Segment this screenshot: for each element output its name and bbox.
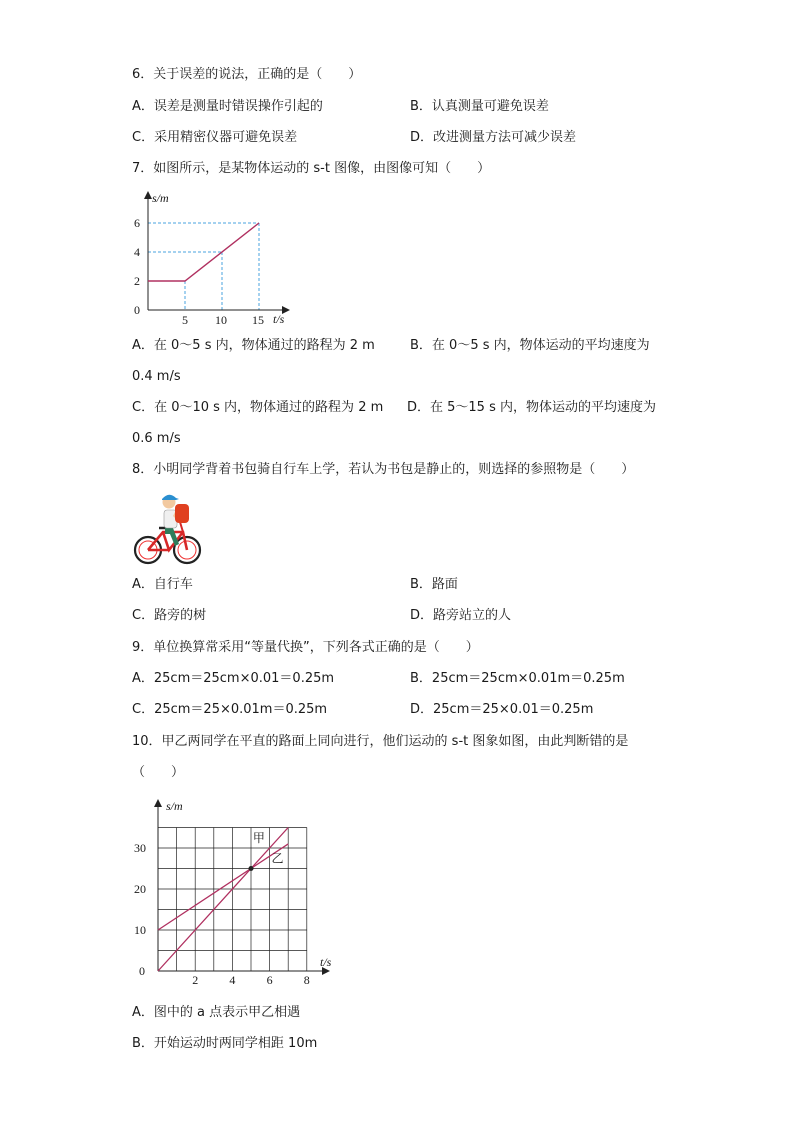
q7-option-b-line1: B．在 0～5 s 内，物体运动的平均速度为 bbox=[410, 338, 650, 353]
q10-option-b: B．开始运动时两同学相距 10m bbox=[132, 1036, 318, 1051]
q10-y-tick-label: 10 bbox=[134, 923, 146, 937]
q8-option-a: A．自行车 bbox=[132, 577, 193, 592]
q10-label-yi: 乙 bbox=[271, 851, 284, 866]
q9-option-a: A．25cm＝25cm×0.01＝0.25m bbox=[132, 671, 335, 686]
q9-option-b: B．25cm＝25cm×0.01m＝0.25m bbox=[410, 671, 625, 686]
q10-label-jia: 甲 bbox=[252, 830, 265, 845]
q10-series-yi bbox=[158, 844, 288, 930]
q10-y-tick-label: 30 bbox=[134, 841, 146, 855]
q7-st-chart bbox=[130, 185, 305, 330]
q10-grid bbox=[158, 828, 307, 972]
q10-x-label: t/s bbox=[320, 955, 332, 969]
q10-stem-line2: （ ） bbox=[132, 765, 185, 780]
q8-option-b: B．路面 bbox=[410, 577, 458, 592]
q7-stem: 7．如图所示，是某物体运动的 s-t 图像，由图像可知（ ） bbox=[132, 161, 491, 176]
q9-stem: 9．单位换算常采用“等量代换”，下列各式正确的是（ ） bbox=[132, 640, 479, 655]
q10-option-a: A．图中的 a 点表示甲乙相遇 bbox=[132, 1005, 301, 1020]
q10-x-tick-label: 2 bbox=[192, 973, 199, 987]
q10-series-jia bbox=[158, 828, 288, 972]
q7-y-tick-label: 4 bbox=[134, 245, 140, 259]
q10-origin-label: 0 bbox=[139, 964, 145, 978]
q6-stem: 6．关于误差的说法，正确的是（ ） bbox=[132, 67, 362, 82]
q7-option-d-line1: D．在 5～15 s 内，物体运动的平均速度为 bbox=[407, 400, 656, 415]
q6-option-c: C．采用精密仪器可避免误差 bbox=[132, 130, 298, 145]
q7-x-tick-label: 15 bbox=[252, 313, 264, 327]
q7-origin-label: 0 bbox=[134, 303, 140, 317]
q9-option-c: C．25cm＝25×0.01m＝0.25m bbox=[132, 702, 328, 717]
q10-stem-line1: 10．甲乙两同学在平直的路面上同向进行，他们运动的 s-t 图象如图，由此判断错的是 bbox=[132, 734, 629, 749]
q6-option-d: D．改进测量方法可减少误差 bbox=[410, 130, 577, 145]
q8-stem: 8．小明同学背着书包骑自行车上学，若认为书包是静止的，则选择的参照物是（ ） bbox=[132, 462, 635, 477]
q7-y-tick-label: 6 bbox=[134, 216, 140, 230]
q10-st-chart bbox=[130, 795, 345, 990]
q7-y-label: s/m bbox=[152, 191, 169, 205]
q6-option-a: A．误差是测量时错误操作引起的 bbox=[132, 99, 323, 114]
q7-option-b-line2: 0.4 m/s bbox=[132, 369, 181, 384]
q7-y-tick-label: 2 bbox=[134, 274, 140, 288]
q10-x-tick-label: 4 bbox=[229, 973, 236, 987]
q8-option-c: C．路旁的树 bbox=[132, 608, 207, 623]
q7-x-tick-label: 10 bbox=[215, 313, 227, 327]
q7-x-tick-label: 5 bbox=[182, 313, 188, 327]
q10-meeting-point-a bbox=[249, 866, 254, 871]
q7-x-label: t/s bbox=[273, 312, 285, 326]
q7-option-d-line2: 0.6 m/s bbox=[132, 431, 181, 446]
q8-option-d: D．路旁站立的人 bbox=[410, 608, 512, 623]
q6-option-b: B．认真测量可避免误差 bbox=[410, 99, 549, 114]
q9-option-d: D．25cm＝25×0.01＝0.25m bbox=[410, 702, 594, 717]
q10-x-tick-label: 8 bbox=[303, 973, 310, 987]
q10-x-tick-label: 6 bbox=[266, 973, 273, 987]
q10-y-tick-label: 20 bbox=[134, 882, 146, 896]
cyclist-illustration bbox=[133, 490, 205, 568]
q10-y-label: s/m bbox=[166, 799, 183, 813]
q7-option-c: C．在 0～10 s 内，物体通过的路程为 2 m bbox=[132, 400, 384, 415]
q7-option-a: A．在 0～5 s 内，物体通过的路程为 2 m bbox=[132, 338, 375, 353]
